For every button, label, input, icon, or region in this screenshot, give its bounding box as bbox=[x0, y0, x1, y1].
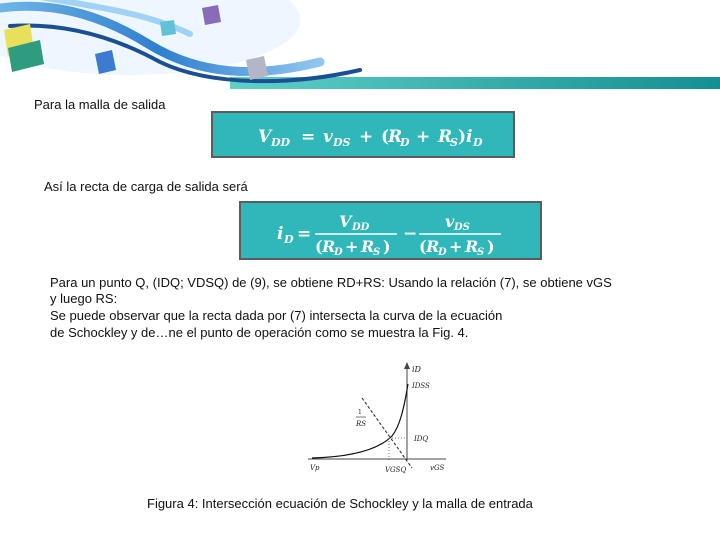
eq2-den1-rd: R bbox=[322, 237, 336, 256]
eq2-den2-rd: R bbox=[426, 237, 440, 256]
eq1-id-sub: D bbox=[473, 136, 483, 149]
y-axis-arrow bbox=[404, 362, 410, 369]
paragraph-q-point-line-2: y luego RS: bbox=[50, 291, 118, 306]
eq1-rd: R bbox=[388, 127, 403, 147]
paragraph-q-point-line-1: Para un punto Q, (IDQ; VDSQ) de (9), se obtiene RD+RS: Usando la relación (7), se obtiene vGS bbox=[50, 275, 612, 290]
eq1-lhs-sub: DD bbox=[271, 136, 291, 149]
eq2-den1-rs-sub: S bbox=[373, 247, 381, 258]
vgsq-label: VGSQ bbox=[385, 466, 407, 474]
eq2-den2-rd-sub: D bbox=[438, 247, 447, 258]
paragraph-load-line: Así la recta de carga de salida será bbox=[44, 179, 248, 194]
eq2-den1-close: ) bbox=[383, 237, 391, 256]
eq2-den2-close: ) bbox=[487, 237, 495, 256]
schockley-intersection-figure bbox=[300, 360, 450, 480]
eq1-equals: = bbox=[301, 127, 316, 147]
vp-label: Vp bbox=[310, 464, 320, 472]
eq1-lhs: V bbox=[258, 127, 272, 147]
schockley-figure-svg bbox=[300, 360, 450, 480]
eq1-rs: R bbox=[438, 127, 453, 147]
eq2-den1-plus: + bbox=[345, 237, 359, 256]
paragraph-output-mesh: Para la malla de salida bbox=[34, 97, 166, 112]
eq2-num2-sub: DS bbox=[454, 222, 470, 233]
y-axis-label: iD bbox=[412, 365, 421, 374]
eq2-minus: − bbox=[403, 224, 418, 244]
slope-label-bottom: RS bbox=[356, 420, 367, 428]
input-load-line bbox=[362, 398, 412, 468]
paragraph-q-point-line-4: de Schockley y de…ne el punto de operación como se muestra la Fig. 4. bbox=[50, 325, 469, 340]
eq2-lhs: i bbox=[277, 224, 284, 244]
eq2-den1-rd-sub: D bbox=[334, 247, 343, 258]
equation-output-mesh-svg bbox=[213, 113, 513, 156]
equation-load-line bbox=[239, 201, 542, 260]
idq-label: IDQ bbox=[414, 435, 429, 443]
eq2-den1-open: ( bbox=[315, 237, 323, 256]
figure-caption: Figura 4: Intersección ecuación de Schockley y la malla de entrada bbox=[147, 496, 533, 511]
eq2-den1-rs: R bbox=[361, 237, 375, 256]
paragraph-q-point-line-3: Se puede observar que la recta dada por (7) intersecta la curva de la ecuación bbox=[50, 308, 503, 323]
vgs-axis-label: vGS bbox=[430, 464, 445, 472]
eq2-den2-rs: R bbox=[465, 237, 479, 256]
eq1-open-paren: ( bbox=[381, 127, 390, 147]
header-banner bbox=[0, 0, 720, 92]
eq1-rd-sub: D bbox=[400, 136, 410, 149]
eq1-vds-sub: DS bbox=[333, 136, 351, 149]
idss-label: IDSS bbox=[412, 382, 430, 390]
eq2-den2-open: ( bbox=[419, 237, 427, 256]
equation-output-mesh bbox=[211, 111, 515, 158]
eq2-den2-plus: + bbox=[449, 237, 463, 256]
eq1-plus-2: + bbox=[416, 127, 431, 147]
eq2-den2-rs-sub: S bbox=[477, 247, 485, 258]
eq2-num1: V bbox=[339, 212, 352, 231]
eq1-rs-sub: S bbox=[450, 136, 458, 149]
equation-load-line-svg bbox=[241, 203, 540, 258]
slope-label-top: 1 bbox=[358, 409, 362, 416]
eq2-num2: v bbox=[445, 212, 455, 231]
eq1-id: i bbox=[466, 127, 473, 147]
eq2-num1-sub: DD bbox=[352, 222, 370, 233]
eq2-equals: = bbox=[297, 224, 312, 244]
header-artwork bbox=[0, 0, 720, 92]
eq2-lhs-sub: D bbox=[284, 233, 294, 246]
eq1-vds: v bbox=[323, 127, 333, 147]
eq1-plus: + bbox=[359, 127, 374, 147]
eq1-close-paren: ) bbox=[458, 127, 467, 147]
